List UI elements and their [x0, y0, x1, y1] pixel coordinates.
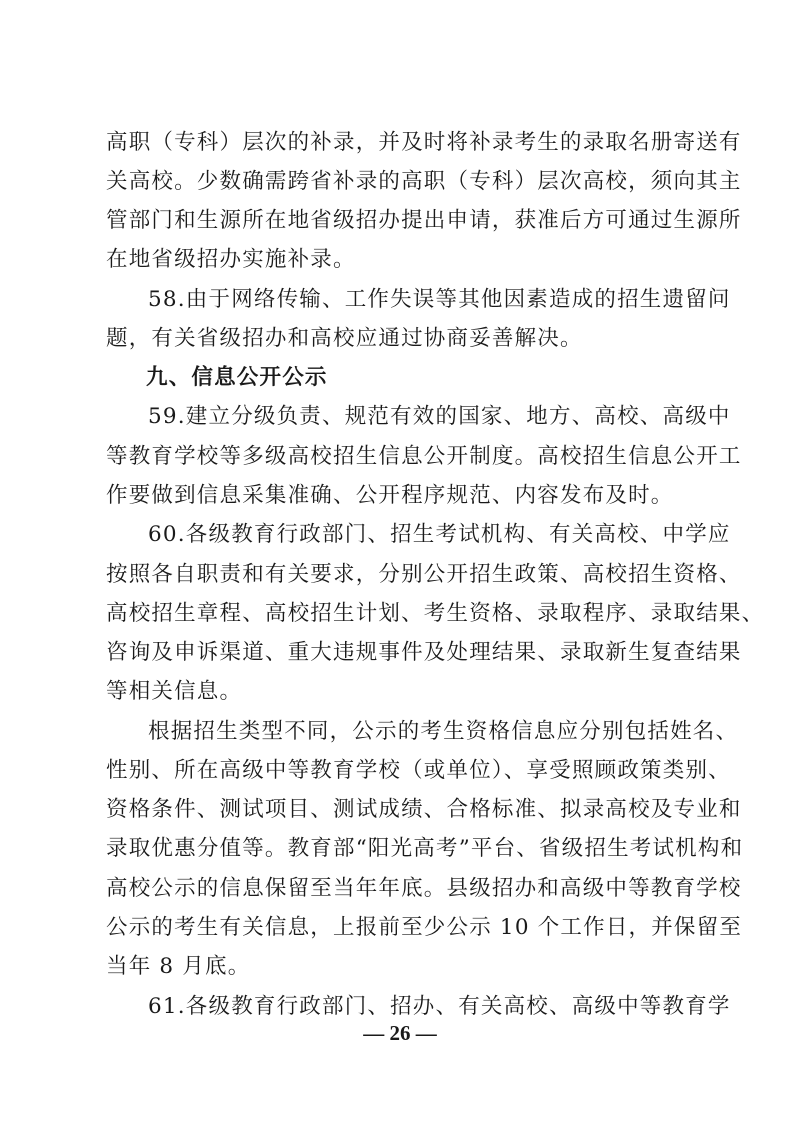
text-line: 性别、所在高级中等教育学校（或单位）、享受照顾政策类别、: [106, 758, 731, 783]
text-line: 关高校。少数确需跨省补录的高职（专科）层次高校，须向其主: [106, 169, 742, 194]
text-line: 题，有关省级招办和高校应通过协商妥善解决。: [106, 326, 583, 351]
text-line: 管部门和生源所在地省级招办提出申请，获准后方可通过生源所: [106, 208, 742, 233]
page-number: — 26 —: [363, 1021, 437, 1045]
text-line: 录取优惠分值等。教育部“阳光高考”平台、省级招生考试机构和: [106, 836, 744, 861]
text-line: 根据招生类型不同，公示的考生资格信息应分别包括姓名、: [148, 719, 739, 744]
text-line: 当年 8 月底。: [106, 954, 251, 979]
section-heading: 九、信息公开公示: [146, 365, 328, 390]
text-line: 在地省级招办实施补录。: [106, 247, 356, 272]
text-line: 咨询及申诉渠道、重大违规事件及处理结果、录取新生复查结果: [106, 640, 742, 665]
text-line: 58.由于网络传输、工作失误等其他因素造成的招生遗留问: [148, 287, 731, 312]
text-line: 等相关信息。: [106, 679, 243, 704]
text-line: 资格条件、测试项目、测试成绩、合格标准、拟录高校及专业和: [106, 797, 742, 822]
text-line: 按照各自职责和有关要求，分别公开招生政策、高校招生资格、: [106, 562, 742, 587]
text-line: 高校招生章程、高校招生计划、考生资格、录取程序、录取结果、: [106, 601, 765, 626]
text-line: 60.各级教育行政部门、招生考试机构、有关高校、中学应: [148, 522, 731, 547]
text-line: 公示的考生有关信息，上报前至少公示 10 个工作日，并保留至: [106, 915, 743, 940]
text-line: 等教育学校等多级高校招生信息公开制度。高校招生信息公开工: [106, 444, 742, 469]
text-line: 高职（专科）层次的补录，并及时将补录考生的录取名册寄送有: [106, 130, 742, 155]
text-line: 作要做到信息采集准确、公开程序规范、内容发布及时。: [106, 483, 674, 508]
text-line: 59.建立分级负责、规范有效的国家、地方、高校、高级中: [148, 404, 731, 429]
text-line: 高校公示的信息保留至当年年底。县级招办和高级中等教育学校: [106, 876, 742, 901]
text-line: 61.各级教育行政部门、招办、有关高校、高级中等教育学: [148, 994, 731, 1019]
